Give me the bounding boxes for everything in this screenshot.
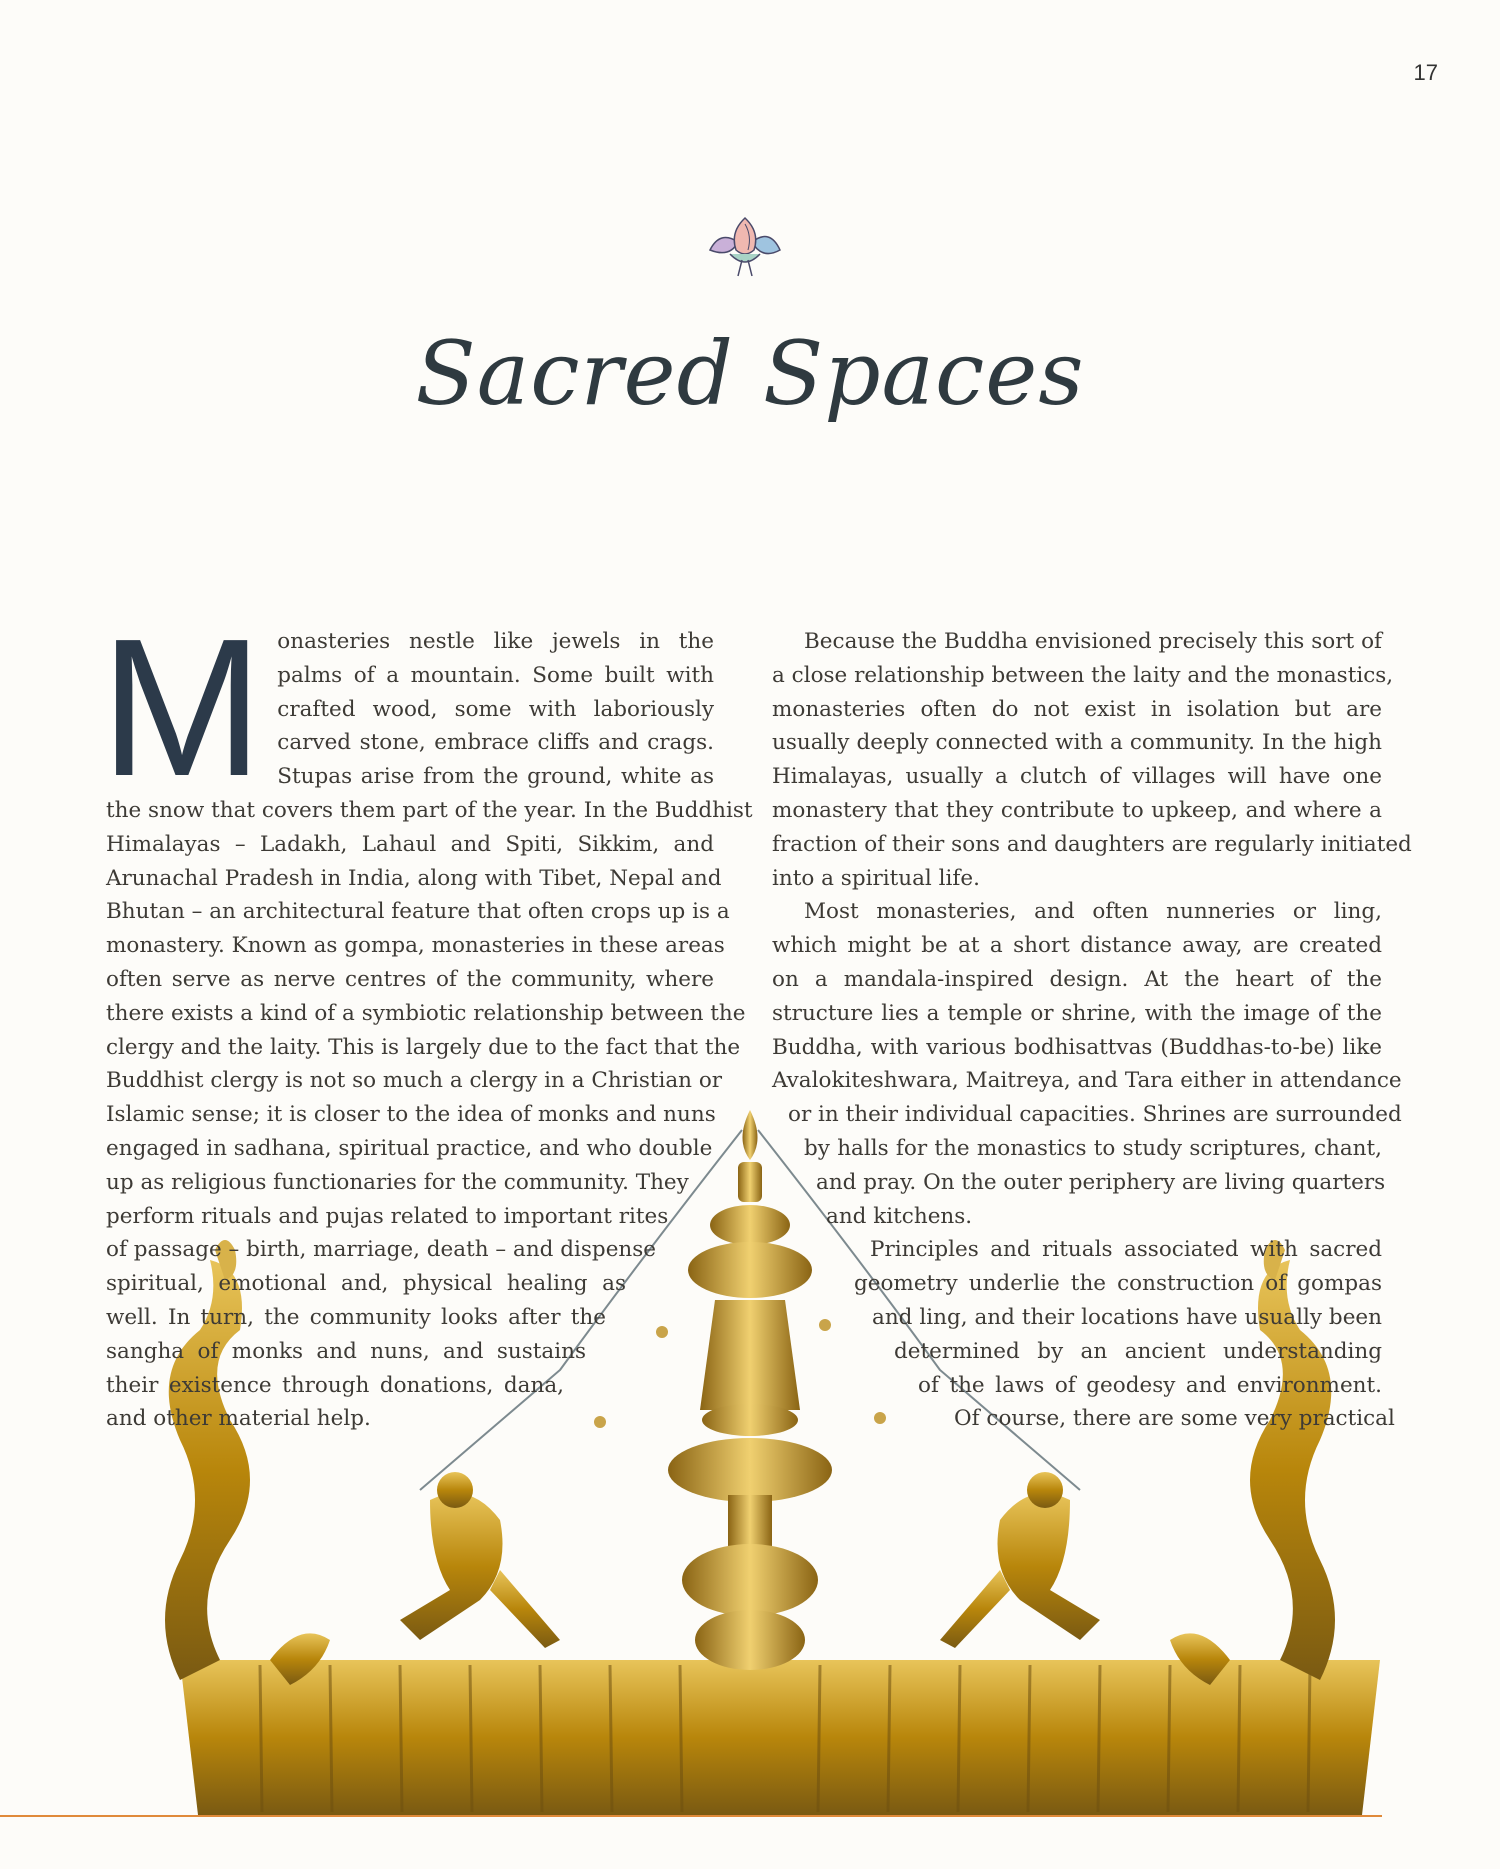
text-line: spiritual, emotional and, physical healing as bbox=[106, 1271, 626, 1297]
text-line: a close relationship between the laity and the monastics, bbox=[772, 662, 1394, 688]
text-line: carved stone, embrace cliffs and crags. bbox=[277, 730, 714, 756]
text-line: which might be at a short distance away, are created bbox=[772, 933, 1382, 959]
text-line: Buddha, with various bodhisattvas (Buddhas-to-be) like bbox=[772, 1034, 1382, 1060]
text-line: geometry underlie the construction of gompas bbox=[854, 1271, 1382, 1297]
text-line: sangha of monks and nuns, and sustains bbox=[106, 1338, 586, 1364]
text-line: structure lies a temple or shrine, with the image of the bbox=[772, 1000, 1382, 1026]
text-line: or in their individual capacities. Shrines are surrounded bbox=[788, 1102, 1402, 1128]
text-line: onasteries nestle like jewels in the bbox=[277, 629, 714, 654]
text-line: Principles and rituals associated with sacred bbox=[870, 1237, 1382, 1263]
text-line: Bhutan – an architectural feature that often crops up is a bbox=[106, 899, 730, 925]
text-line: palms of a mountain. Some built with bbox=[277, 662, 714, 688]
text-line: Himalayas, usually a clutch of villages will have one bbox=[772, 764, 1382, 790]
text-line: monastery. Known as gompa, monasteries in these areas bbox=[106, 933, 725, 959]
text-line: Stupas arise from the ground, white as bbox=[277, 764, 714, 790]
lotus-ornament-icon bbox=[700, 210, 790, 280]
text-line: monasteries often do not exist in isolation but are bbox=[772, 696, 1382, 722]
text-line: usually deeply connected with a community. In the high bbox=[772, 730, 1382, 756]
text-line: and kitchens. bbox=[826, 1203, 973, 1229]
left-column bbox=[100, 598, 753, 1436]
text-line: engaged in sadhana, spiritual practice, and who double bbox=[106, 1135, 713, 1161]
text-line: perform rituals and pujas related to important rites bbox=[106, 1203, 669, 1229]
text-line: Himalayas – Ladakh, Lahaul and Spiti, Sikkim, and bbox=[106, 831, 714, 857]
text-line: of passage – birth, marriage, death – and dispense bbox=[106, 1237, 657, 1263]
text-line: by halls for the monastics to study scriptures, chant, bbox=[804, 1135, 1382, 1161]
text-line: and ling, and their locations have usually been bbox=[872, 1304, 1382, 1330]
text-line: into a spiritual life. bbox=[772, 865, 980, 891]
drop-cap: M bbox=[100, 598, 264, 817]
text-line: Of course, there are some very practical bbox=[954, 1406, 1395, 1432]
text-line: up as religious functionaries for the community. They bbox=[106, 1169, 689, 1195]
page-title: Sacred Spaces bbox=[415, 322, 1085, 425]
text-line: determined by an ancient understanding bbox=[894, 1338, 1382, 1364]
text-line: there exists a kind of a symbiotic relationship between the bbox=[106, 1000, 746, 1026]
text-line: Avalokiteshwara, Maitreya, and Tara either in attendance bbox=[772, 1068, 1402, 1094]
text-line: Buddhist clergy is not so much a clergy in a Christian or bbox=[106, 1068, 723, 1094]
text-line: and pray. On the outer periphery are living quarters bbox=[816, 1169, 1386, 1195]
text-line: of the laws of geodesy and environment. bbox=[918, 1372, 1382, 1398]
text-line: Because the Buddha envisioned precisely this sort of bbox=[804, 629, 1382, 654]
text-line: Most monasteries, and often nunneries or ling, bbox=[804, 899, 1382, 925]
right-column bbox=[772, 625, 1412, 1436]
text-line: monastery that they contribute to upkeep, and where a bbox=[772, 797, 1382, 823]
text-line: Arunachal Pradesh in India, along with Tibet, Nepal and bbox=[106, 865, 722, 891]
text-line: crafted wood, some with laboriously bbox=[277, 696, 714, 722]
bottom-rule bbox=[0, 1815, 1382, 1817]
text-line: well. In turn, the community looks after the bbox=[106, 1304, 606, 1330]
text-line: the snow that covers them part of the year. In the Buddhist bbox=[106, 797, 753, 823]
text-line: Islamic sense; it is closer to the idea of monks and nuns bbox=[106, 1102, 716, 1128]
text-line: clergy and the laity. This is largely due to the fact that the bbox=[106, 1034, 741, 1060]
text-line: often serve as nerve centres of the community, where bbox=[106, 966, 714, 992]
text-line: their existence through donations, dana, bbox=[106, 1372, 564, 1398]
page-number: 17 bbox=[1413, 60, 1438, 85]
text-line: fraction of their sons and daughters are regularly initiated bbox=[772, 831, 1412, 857]
text-line: on a mandala-inspired design. At the heart of the bbox=[772, 966, 1382, 992]
text-line: and other material help. bbox=[106, 1406, 371, 1432]
